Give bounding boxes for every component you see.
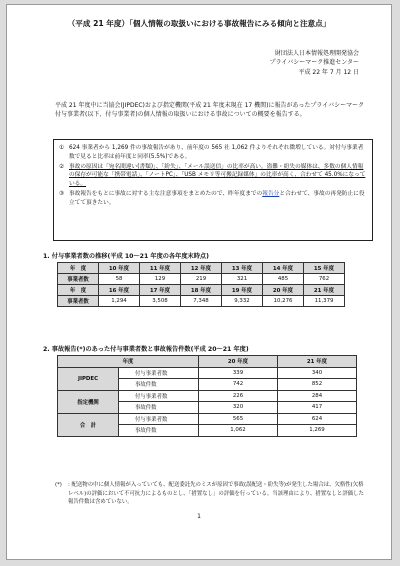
value-cell: 852 (278, 379, 357, 391)
page-number: 1 (197, 513, 201, 520)
summary-box (53, 139, 373, 241)
report-link[interactable]: 報告分 (262, 190, 280, 197)
count-cell: 3,508 (140, 296, 181, 307)
row-label-year: 年 度 (58, 263, 99, 274)
issue-date: 平成 22 年 7 月 12 日 (298, 68, 359, 76)
table-row (58, 390, 357, 402)
value-cell: 565 (199, 413, 278, 425)
count-cell: 762 (304, 274, 345, 285)
count-cell: 219 (181, 274, 222, 285)
count-cell: 11,379 (304, 296, 345, 307)
count-cell: 129 (140, 274, 181, 285)
row-label: 事故件数 (119, 425, 199, 437)
group-label-designated: 指定機関 (58, 390, 119, 413)
value-cell: 417 (278, 402, 357, 414)
year-cell: 11 年度 (140, 263, 181, 274)
document-page (6, 4, 392, 560)
summary-item-text-pre: 事故報告をもとに事故に対する主な注意事項をまとめたので、昨年度までの (69, 190, 263, 197)
incident-report-table (57, 355, 357, 437)
table-header-row (58, 356, 357, 368)
intro-paragraph: 平成 21 年度中に当協会(JIPDEC)および指定機関(平成 21 年度末現在 17 機関)に報告があったプライバシーマーク付与事業者(以下、付与事業者)の個人情報の取扱いにおける事故についての概要を報告する。 (55, 102, 365, 119)
business-count-table (57, 262, 345, 307)
header-fy21: 21 年度 (278, 356, 357, 368)
summary-item-text: 624 事業者から 1,269 件の事故報告があり、前年度の 565 社 1,062 件よりそれぞれ微増している。対付与事業者数で見ると比率は前年度と同率(5.5%)である。 (69, 145, 364, 160)
count-cell: 321 (222, 274, 263, 285)
year-cell: 14 年度 (263, 263, 304, 274)
table-row (58, 367, 357, 379)
value-cell: 1,269 (278, 425, 357, 437)
row-label: 事故件数 (119, 402, 199, 414)
value-cell: 226 (199, 390, 278, 402)
section1-heading: 1. 付与事業者数の推移(平成 10～21 年度の各年度末時点) (43, 253, 209, 260)
count-cell: 1,294 (99, 296, 140, 307)
summary-item-number: ① (59, 145, 65, 151)
year-cell: 10 年度 (99, 263, 140, 274)
header-year-label: 年度 (58, 356, 199, 368)
value-cell: 340 (278, 367, 357, 379)
row-label: 付与事業者数 (119, 413, 199, 425)
value-cell: 284 (278, 390, 357, 402)
summary-item-text (69, 190, 368, 207)
count-cell: 9,332 (222, 296, 263, 307)
year-cell: 18 年度 (181, 285, 222, 296)
year-cell: 21 年度 (304, 285, 345, 296)
group-label-jipdec: JIPDEC (58, 367, 119, 390)
row-label-year: 年 度 (58, 285, 99, 296)
header-fy20: 20 年度 (199, 356, 278, 368)
row-label-count: 事業者数 (58, 296, 99, 307)
document-title: （平成 21 年度）「個人情報の取扱いにおける事故報告にみる傾向と注意点」 (67, 19, 331, 28)
issuer-org: 財団法人日本情報処理開発協会 (274, 50, 359, 57)
issuer-block (270, 49, 359, 77)
value-cell: 624 (278, 413, 357, 425)
summary-item-number: ③ (59, 190, 65, 197)
table-row (58, 285, 345, 296)
value-cell: 320 (199, 402, 278, 414)
year-cell: 12 年度 (181, 263, 222, 274)
row-label: 付与事業者数 (119, 390, 199, 402)
year-cell: 16 年度 (99, 285, 140, 296)
count-cell: 7,348 (181, 296, 222, 307)
table-row (58, 274, 345, 285)
row-label-count: 事業者数 (58, 274, 99, 285)
table-row (58, 263, 345, 274)
count-cell: 58 (99, 274, 140, 285)
count-cell: 10,276 (263, 296, 304, 307)
summary-item-text: 事故の原因は「宛名間違い(書類)」、「紛失」、「メール誤送信」の比率が高い。盗難・紛失の媒体は、多数の個人情報の保存が可能な「携帯電話」、「ノートPC」、「USB メモリ等可搬記録媒体」の比率が高く、合わせて 45.0%になっている。 (69, 163, 366, 187)
section2-heading: 2. 事故報告(*)のあった付与事業者数と事故報告件数(平成 20～21 年度) (43, 346, 249, 353)
summary-item-1 (59, 144, 368, 161)
value-cell: 1,062 (199, 425, 278, 437)
year-cell: 13 年度 (222, 263, 263, 274)
year-cell: 15 年度 (304, 263, 345, 274)
year-cell: 17 年度 (140, 285, 181, 296)
issuer-center: プライバシーマーク推進センター (269, 59, 359, 67)
row-label: 付与事業者数 (119, 367, 199, 379)
footnote-text: : 配送物の中に個人情報が入っていても、配送委託先のミスが原因で事故(誤配送・紛失等)が発生した場合は、欠格性(欠格レベル)の評価において不可抗力によるものとし、「措置なし」の評価を行っている。当該理由により、措置なしと評価した報告件数は含めていない。 (68, 482, 364, 506)
summary-item-text-post: と合わせて、事故の再発防止に役立てて頂きたい。 (69, 190, 365, 206)
summary-item-number: ② (59, 163, 65, 170)
group-label-total: 合 計 (58, 413, 119, 436)
value-cell: 742 (199, 379, 278, 391)
year-cell: 20 年度 (263, 285, 304, 296)
value-cell: 339 (199, 367, 278, 379)
summary-item-3 (59, 190, 368, 207)
footnote-mark: (*) (55, 482, 62, 488)
summary-item-2 (59, 163, 368, 189)
table-row (58, 296, 345, 307)
footnote (55, 481, 367, 507)
row-label: 事故件数 (119, 379, 199, 391)
year-cell: 19 年度 (222, 285, 263, 296)
count-cell: 485 (263, 274, 304, 285)
table-row (58, 413, 357, 425)
